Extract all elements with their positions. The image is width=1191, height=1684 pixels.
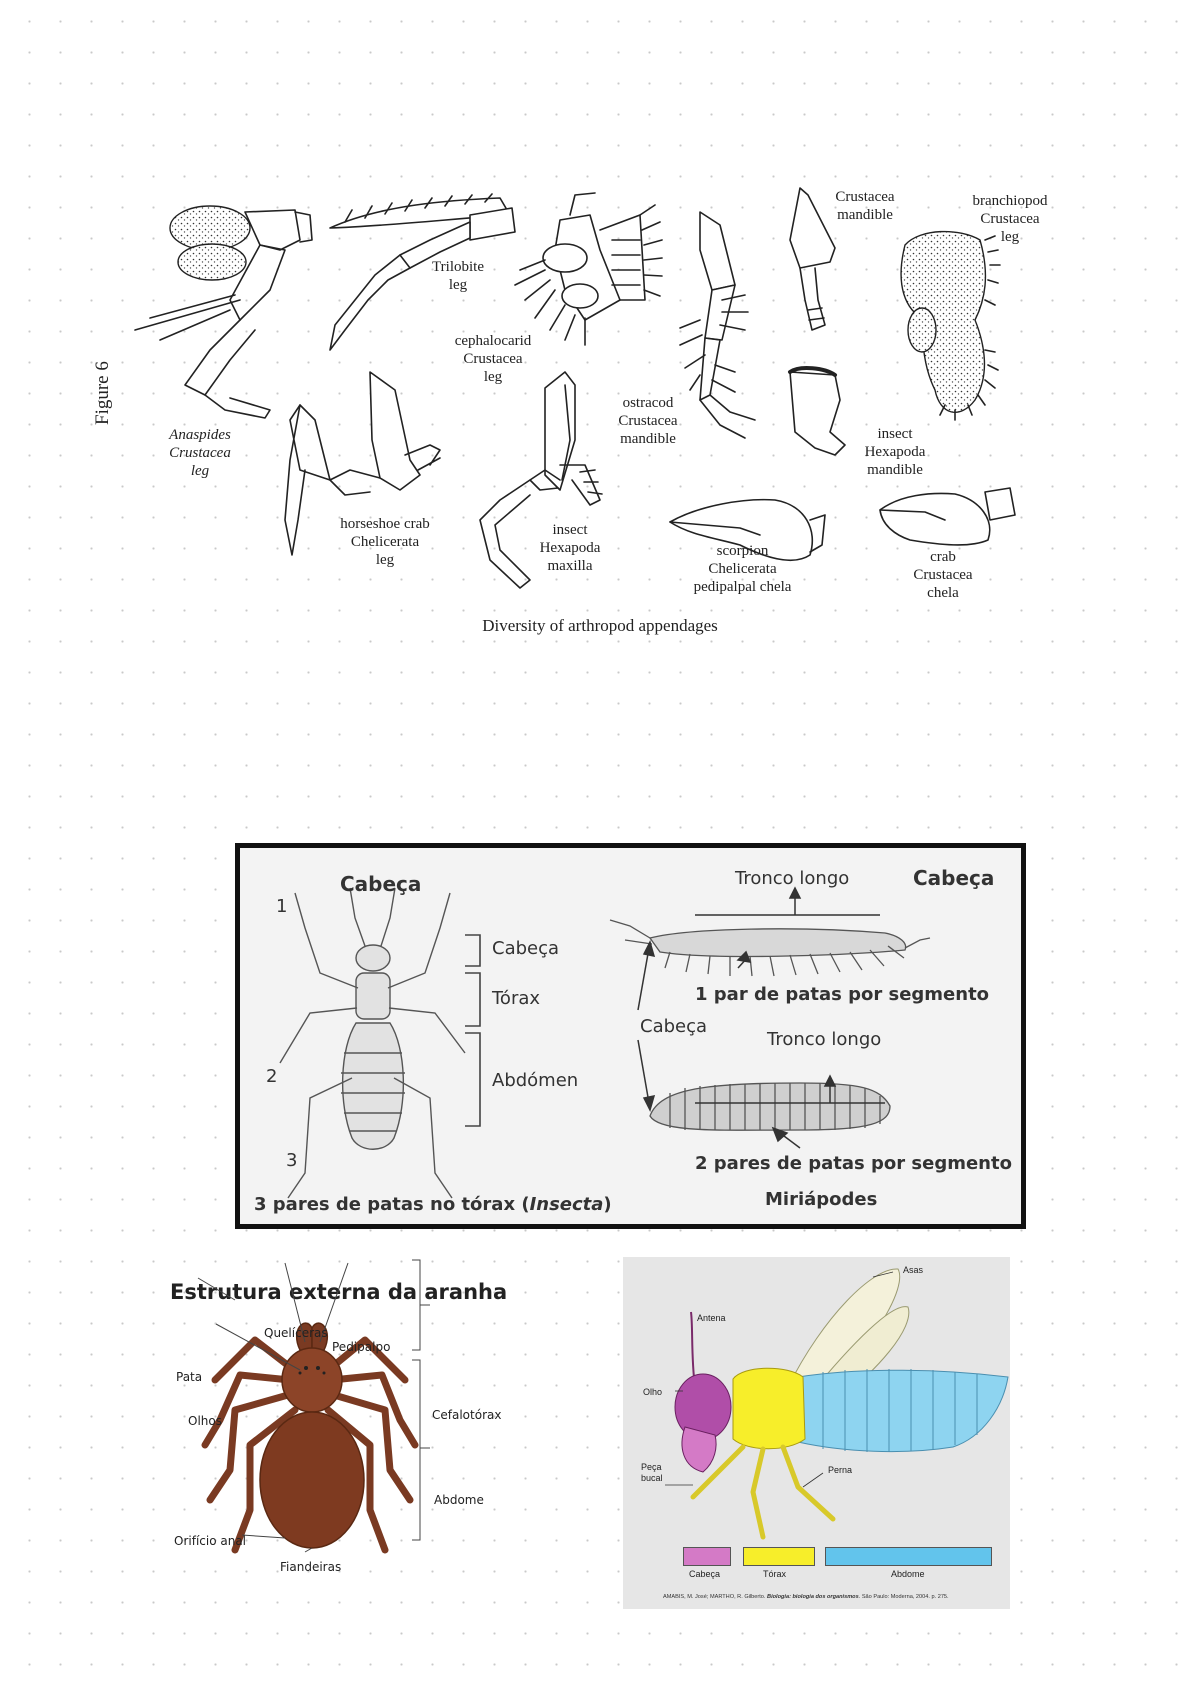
insect-caption: 3 pares de patas no tórax (Insecta) bbox=[254, 1194, 612, 1215]
source-credit: AMABIS, M. José; MARTHO, R. Gilberto. Biologia: biologia dos organismos. São Paulo: Moderna, 2004. p. 275. bbox=[663, 1594, 949, 1600]
insect-colored-panel bbox=[623, 1257, 1010, 1609]
legend-label-head: Cabeça bbox=[689, 1569, 721, 1579]
perna-label: Perna bbox=[828, 1465, 853, 1475]
crab-label: crab Crustacea chela bbox=[913, 549, 973, 601]
legend-swatch-head bbox=[683, 1547, 731, 1566]
crab-chela-drawing bbox=[880, 488, 1015, 545]
cefalotorax-label: Cefalotórax bbox=[432, 1408, 502, 1422]
leg-pair-number-1: 1 bbox=[276, 896, 288, 917]
leg-pair-number-3: 3 bbox=[286, 1150, 298, 1171]
insect-mandible-drawing bbox=[790, 368, 845, 455]
anaspides-label: Anaspides Crustacea leg bbox=[169, 427, 231, 479]
appendages-figure bbox=[0, 0, 1191, 660]
insect-title: Cabeça bbox=[340, 872, 422, 896]
legend-swatch-thorax bbox=[743, 1547, 815, 1566]
branchiopod-leg-drawing bbox=[901, 232, 1000, 420]
legs-per-segment-2: 2 pares de patas por segmento bbox=[695, 1153, 1012, 1174]
legend-swatch-abdomen bbox=[825, 1547, 992, 1566]
pedipalpo-label: Pedipalpo bbox=[332, 1340, 391, 1354]
trilobite-label: Trilobite leg bbox=[432, 259, 484, 293]
olho-label: Olho bbox=[643, 1387, 663, 1397]
insect-myriapod-panel bbox=[235, 843, 1026, 1229]
leg-pair-number-2: 2 bbox=[266, 1066, 278, 1087]
spider-drawing bbox=[160, 1270, 530, 1600]
head-segment-label: Cabeça bbox=[492, 938, 560, 959]
scorpion-label: scorpion Chelicerata pedipalpal chela bbox=[693, 543, 792, 595]
horseshoe-label: horseshoe crab Chelicerata leg bbox=[340, 516, 430, 568]
centipede-drawing bbox=[610, 920, 930, 976]
cephalocarid-label: cephalocarid Crustacea leg bbox=[454, 333, 532, 385]
spider-structure-panel bbox=[160, 1270, 530, 1600]
olhos-label: Olhos bbox=[188, 1414, 222, 1428]
insect-maxilla-label: insect Hexapoda maxilla bbox=[539, 522, 601, 574]
insect-drawing bbox=[280, 888, 465, 1198]
peca-bucal-label: Peça bucal bbox=[641, 1462, 663, 1483]
orificio-anal-label: Orifício anal bbox=[174, 1534, 247, 1548]
figure-caption: Diversity of arthropod appendages bbox=[482, 616, 718, 635]
pata-label: Pata bbox=[176, 1370, 203, 1384]
abdomen-segment-label: Abdómen bbox=[492, 1070, 579, 1091]
cephalothorax-shape bbox=[282, 1348, 342, 1412]
legend-label-abdomen: Abdome bbox=[891, 1569, 925, 1579]
legend-label-thorax: Tórax bbox=[763, 1569, 787, 1579]
segment-brackets bbox=[465, 935, 480, 1126]
crustacea-mandible-label: Crustacea mandible bbox=[835, 189, 895, 223]
abdome-label: Abdome bbox=[434, 1493, 484, 1507]
branchiopod-label: branchiopod Crustacea leg bbox=[972, 193, 1048, 245]
ostracod-label: ostracod Crustacea mandible bbox=[618, 395, 678, 447]
legs-per-segment-1: 1 par de patas por segmento bbox=[695, 984, 990, 1005]
spider-title: Estrutura externa da aranha bbox=[170, 1280, 508, 1304]
myriapod-title: Cabeça bbox=[913, 866, 995, 890]
asas-label: Asas bbox=[903, 1265, 924, 1275]
anaspides-leg-drawing bbox=[135, 206, 312, 418]
antena-label: Antena bbox=[697, 1313, 726, 1323]
trunk-label-1: Tronco longo bbox=[735, 868, 850, 889]
insect-mandible-label: insect Hexapoda mandible bbox=[864, 426, 926, 478]
abdomen-shape bbox=[260, 1412, 364, 1548]
head-middle-label: Cabeça bbox=[640, 1016, 708, 1037]
myriapod-caption: Miriápodes bbox=[765, 1189, 878, 1210]
thorax-segment-label: Tórax bbox=[492, 988, 541, 1009]
millipede-drawing bbox=[650, 1083, 890, 1130]
trunk-label-2: Tronco longo bbox=[767, 1029, 882, 1050]
fiandeiras-label: Fiandeiras bbox=[280, 1560, 342, 1574]
queliceras-label: Quelíceras bbox=[264, 1326, 328, 1340]
figure-6-label: Figure 6 bbox=[92, 361, 113, 425]
cephalocarid-leg-drawing bbox=[515, 193, 662, 345]
